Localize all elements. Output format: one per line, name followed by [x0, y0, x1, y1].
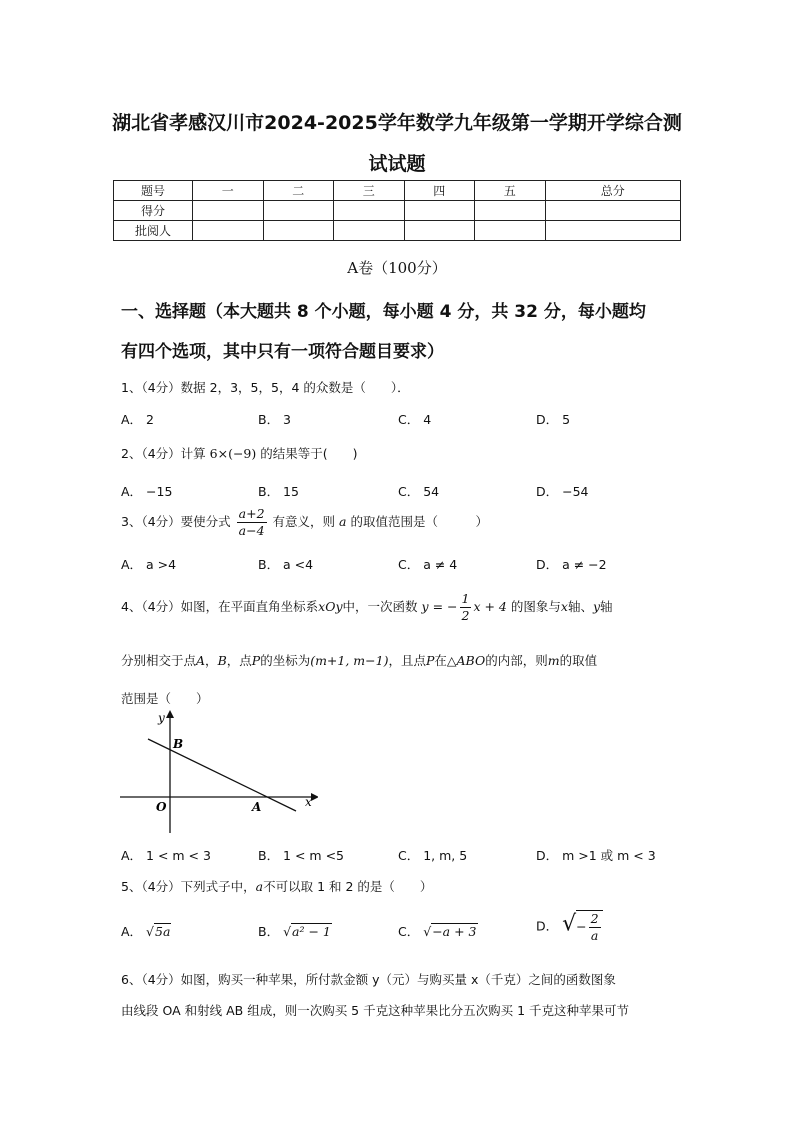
question-5-var: a [255, 879, 264, 894]
question-2-option-a[interactable]: A． −15 [121, 484, 173, 499]
question-4-var: P [425, 653, 435, 668]
score-cell[interactable] [263, 221, 334, 241]
label-point-a: A [252, 800, 262, 814]
question-1-option-b[interactable]: B． 3 [258, 412, 292, 427]
question-6-line2: 由线段 OA 和射线 AB 组成，则一次购买 5 千克这种苹果比分五次购买 1 千克这种苹果可节 [121, 1003, 629, 1018]
question-2-suffix: 的结果等于( ) [260, 446, 358, 461]
question-4-text: 的取值 [559, 653, 598, 668]
score-cell[interactable] [475, 221, 546, 241]
score-header-cell: 二 [263, 181, 334, 201]
option-label: A． [121, 924, 143, 939]
label-point-b: B [173, 737, 184, 751]
score-cell[interactable] [545, 201, 681, 221]
question-5-suffix: 不可以取 1 和 2 的是（ ） [263, 879, 433, 894]
question-4-line3: 范围是（ ） [121, 691, 209, 706]
question-4-line1 [121, 591, 613, 624]
volume-label: A卷（100分） [347, 259, 447, 277]
question-2-stem [121, 444, 358, 462]
score-table [113, 180, 681, 241]
question-1-option-a[interactable]: A． 2 [121, 412, 154, 427]
question-5-option-b[interactable] [258, 922, 332, 940]
question-4-text: 的内部，则 [485, 653, 548, 668]
question-5-prefix: 5、（4分）下列式子中， [121, 879, 256, 894]
fraction-numerator: 1 [461, 591, 470, 606]
question-3-option-c[interactable]: C． a ≠ 4 [398, 557, 458, 572]
question-5-option-d[interactable] [536, 910, 603, 944]
x-axis-arrow-icon [311, 793, 318, 801]
section-heading-line1: 一、选择题（本大题共 8 个小题，每小题 4 分，共 32 分，每小题均 [121, 302, 646, 322]
question-4-triangle: △ABO [446, 653, 486, 668]
question-5-option-c[interactable] [398, 922, 478, 940]
score-header-cell: 五 [475, 181, 546, 201]
question-4-option-a[interactable]: A． 1 < m < 3 [121, 848, 211, 863]
question-4-system: xOy [318, 599, 343, 614]
question-4-function: y = − [421, 599, 458, 614]
exam-title-line1: 湖北省孝感汉川市2024-2025学年数学九年级第一学期开学综合测 [112, 112, 682, 134]
radicand: a² − 1 [292, 924, 331, 939]
question-4-line2 [121, 651, 597, 669]
question-4-text: 在 [434, 653, 447, 668]
question-4-fraction [460, 591, 472, 624]
sign: − [576, 919, 587, 934]
sqrt-expression: √5a [146, 924, 171, 939]
question-6-line1: 6、（4分）如图，购买一种苹果，所付款金额 y（元）与购买量 x（千克）之间的函数图象 [121, 972, 616, 987]
question-4-text: 4、（4分）如图，在平面直角坐标系 [121, 599, 319, 614]
score-table-header-row [114, 181, 681, 201]
score-cell[interactable] [545, 221, 681, 241]
score-cell[interactable] [263, 201, 334, 221]
score-table-row [114, 221, 681, 241]
option-label: C． [398, 924, 420, 939]
question-2-option-c[interactable]: C． 54 [398, 484, 440, 499]
question-3-option-d[interactable]: D． a ≠ −2 [536, 557, 607, 572]
question-2-option-b[interactable]: B． 15 [258, 484, 299, 499]
score-cell[interactable] [193, 201, 264, 221]
question-4-var: B [217, 653, 227, 668]
radicand: 5a [155, 924, 171, 939]
question-2-expression: 6×(−9) [209, 446, 257, 461]
question-4-text: 分别相交于点 [121, 653, 197, 668]
score-header-cell: 三 [334, 181, 405, 201]
question-4-text: 的坐标为 [260, 653, 311, 668]
label-y: y [158, 711, 165, 725]
question-4-var: m [547, 653, 560, 668]
question-1-option-d[interactable]: D． 5 [536, 412, 571, 427]
y-axis-arrow-icon [166, 710, 174, 718]
question-4-text: 中，一次函数 [342, 599, 418, 614]
question-4-figure [118, 708, 318, 840]
question-4-text: ，且点 [388, 653, 426, 668]
question-2-option-d[interactable]: D． −54 [536, 484, 589, 499]
score-table-row [114, 201, 681, 221]
question-4-option-d[interactable]: D． m >1 或 m < 3 [536, 848, 656, 863]
question-4-text: ， [205, 653, 218, 668]
question-5-d-fraction [589, 911, 601, 944]
score-cell[interactable] [404, 201, 475, 221]
question-3-prefix: 3、（4分）要使分式 [121, 514, 231, 529]
score-cell[interactable] [334, 221, 405, 241]
question-3-var: a [339, 514, 347, 529]
score-header-cell: 题号 [114, 181, 193, 201]
question-1-option-c[interactable]: C． 4 [398, 412, 432, 427]
question-5-stem [121, 877, 432, 895]
question-3-stem [121, 506, 488, 539]
option-label: D． [536, 918, 559, 934]
score-cell[interactable] [334, 201, 405, 221]
score-cell[interactable] [193, 221, 264, 241]
question-4-coordinate: (m+1, m−1) [310, 653, 389, 668]
question-4-text: 的图象与 [510, 599, 561, 614]
option-label: B． [258, 924, 280, 939]
section-heading-line2: 有四个选项，其中只有一项符合题目要求） [121, 342, 444, 362]
fraction-numerator: 2 [590, 911, 599, 926]
question-3-suffix: 的取值范围是（ ） [350, 514, 488, 529]
score-header-cell: 一 [193, 181, 264, 201]
question-3-mid: 有意义，则 [272, 514, 336, 529]
question-4-var: x [560, 599, 568, 614]
sqrt-expression: √−a + 3 [423, 924, 477, 939]
score-cell[interactable] [475, 201, 546, 221]
score-cell[interactable] [404, 221, 475, 241]
question-2-prefix: 2、（4分）计算 [121, 446, 206, 461]
fraction-numerator: a+2 [238, 506, 265, 521]
fraction-denominator: a [590, 928, 599, 943]
sqrt-radicand-box [576, 910, 602, 944]
question-4-var: A [196, 653, 206, 668]
exam-title-line2: 试试题 [368, 153, 426, 175]
question-3-option-a[interactable]: A． a >4 [121, 557, 177, 572]
question-4-option-c[interactable]: C． 1, m, 5 [398, 848, 468, 863]
radicand: −a + 3 [432, 924, 477, 939]
question-4-var: y [592, 599, 601, 614]
question-4-var: P [251, 653, 261, 668]
label-x: x [305, 795, 312, 809]
question-4-text: ，点 [226, 653, 252, 668]
score-row-label: 得分 [114, 201, 193, 221]
fraction-denominator: 2 [461, 608, 470, 623]
score-row-label: 批阅人 [114, 221, 193, 241]
question-1-stem: 1、（4分）数据 2，3，5，5，4 的众数是（ ）． [121, 380, 410, 395]
question-4-text: 轴、 [567, 599, 593, 614]
question-4-function: x + 4 [473, 599, 507, 614]
sqrt-symbol-icon: √ [562, 911, 577, 937]
sqrt-expression: √a² − 1 [283, 924, 331, 939]
question-3-option-b[interactable]: B． a <4 [258, 557, 314, 572]
fraction-denominator: a−4 [238, 523, 265, 538]
question-4-option-b[interactable]: B． 1 < m <5 [258, 848, 344, 863]
label-origin: O [156, 800, 167, 814]
question-5-option-a[interactable] [121, 922, 171, 940]
score-header-cell: 四 [404, 181, 475, 201]
question-4-text: 轴 [600, 599, 613, 614]
question-3-fraction [237, 506, 267, 539]
score-header-cell: 总分 [545, 181, 681, 201]
